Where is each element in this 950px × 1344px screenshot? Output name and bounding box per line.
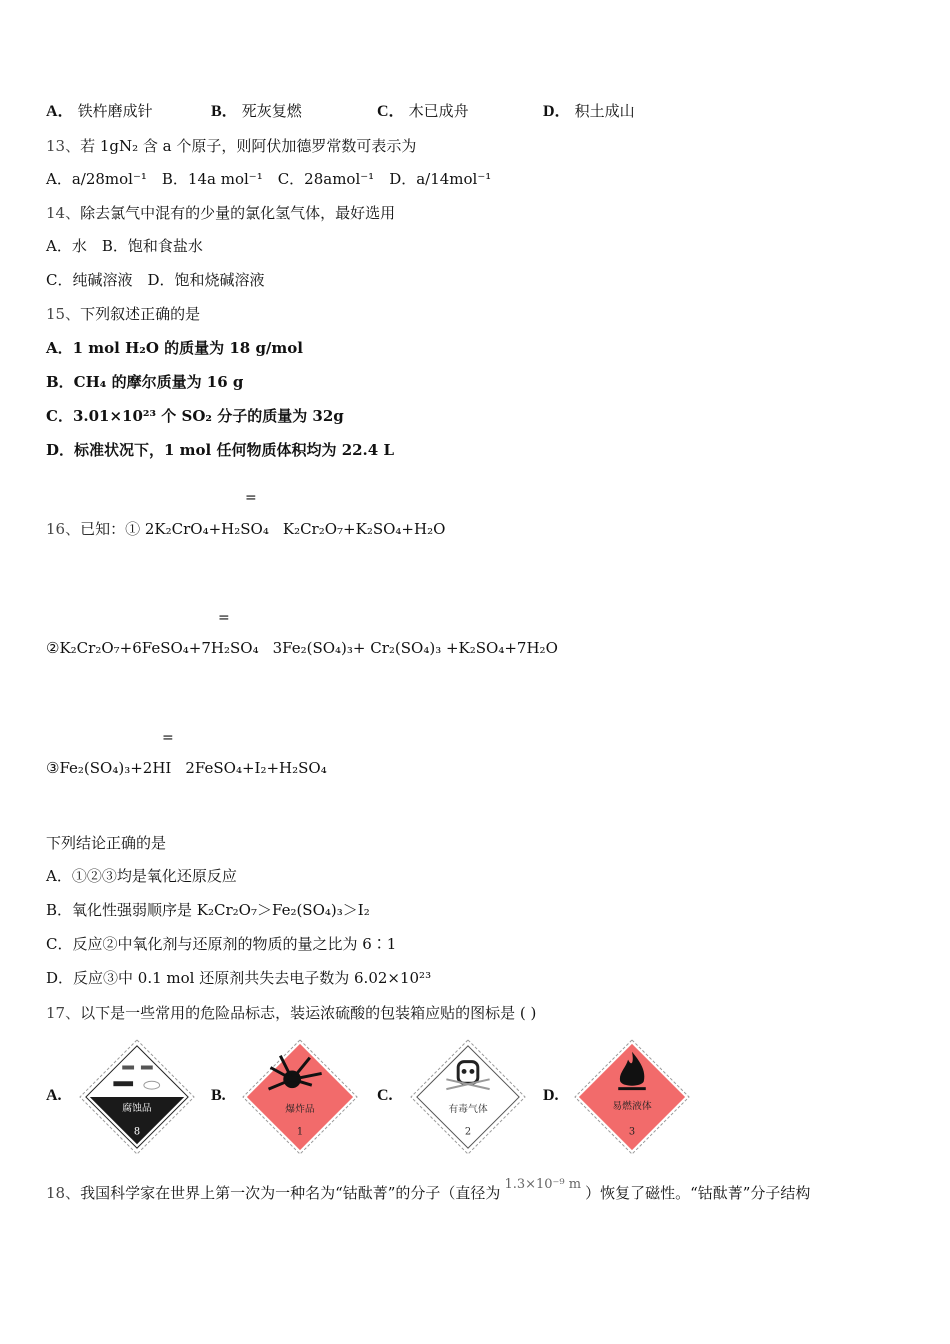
q15-option-a: A．1 mol H₂O 的质量为 18 g/mol: [46, 339, 303, 357]
sign-d-label: D.: [543, 1087, 559, 1104]
q16-option-b: B．氧化性强弱顺序是 K₂Cr₂O₇＞Fe₂(SO₄)₃＞I₂: [46, 901, 370, 919]
q18-stem: 18、我国科学家在世界上第一次为一种名为“钴酞菁”的分子（直径为 1.3×10⁻⁹ m ）恢复了磁性。“钴酞菁”分子结构: [46, 1177, 811, 1202]
q15-option-b: B．CH₄ 的摩尔质量为 16 g: [46, 373, 244, 391]
q16-reaction-1: 16、已知：① 2K₂CrO₄+H₂SO₄ K₂Cr₂O₇+K₂SO₄+H₂O: [46, 520, 446, 538]
q16-reaction-3: ③Fe₂(SO₄)₃+2HI 2FeSO₄+I₂+H₂SO₄: [46, 759, 327, 777]
q15-stem: 15、下列叙述正确的是: [46, 305, 201, 323]
q12-option-d: D． 积土成山: [543, 102, 635, 120]
q16-prompt: 下列结论正确的是: [46, 834, 167, 852]
q15-option-c: C．3.01×10²³ 个 SO₂ 分子的质量为 32g: [46, 407, 344, 425]
q13-stem: 13、若 1gN₂ 含 a 个原子，则阿伏加德罗常数可表示为: [46, 137, 417, 155]
sign-d-text: 易燃液体: [612, 1100, 652, 1112]
sign-b-number: 1: [296, 1126, 304, 1138]
q16-reaction-2: ②K₂Cr₂O₇+6FeSO₄+7H₂SO₄ 3Fe₂(SO₄)₃+ Cr₂(SO₄)₃ +K₂SO₄+7H₂O: [46, 639, 558, 657]
equals-sign-1: =: [245, 490, 257, 506]
corrosive-sign-icon: [78, 1038, 196, 1156]
q16-option-c: C．反应②中氧化剂与还原剂的物质的量之比为 6∶1: [46, 935, 397, 953]
q12-option-b: B． 死灰复燃: [211, 102, 302, 120]
q15-option-d: D．标准状况下，1 mol 任何物质体积均为 22.4 L: [46, 441, 394, 459]
q12-option-c: C． 木已成舟: [377, 102, 469, 120]
q13-options: A．a/28mol⁻¹ B．14a mol⁻¹ C．28amol⁻¹ D．a/14mol⁻¹: [46, 170, 492, 188]
q16-option-a: A．①②③均是氧化还原反应: [46, 867, 237, 885]
q17-stem: 17、以下是一些常用的危险品标志，装运浓硫酸的包装箱应贴的图标是 ( ): [46, 1004, 537, 1022]
toxic-gas-sign-icon: [409, 1038, 527, 1156]
sign-c-label: C.: [377, 1087, 393, 1104]
q14-options-row2: C．纯碱溶液 D．饱和烧碱溶液: [46, 271, 265, 289]
q12-option-a: A． 铁杵磨成针: [46, 102, 153, 120]
q16-option-d: D．反应③中 0.1 mol 还原剂共失去电子数为 6.02×10²³: [46, 969, 432, 987]
equals-sign-3: =: [162, 730, 174, 746]
explosive-sign-icon: [241, 1038, 359, 1156]
q14-stem: 14、除去氯气中混有的少量的氯化氢气体，最好选用: [46, 204, 396, 222]
sign-d-number: 3: [628, 1126, 636, 1138]
sign-b-label: B.: [211, 1087, 226, 1104]
sign-c-text: 有毒气体: [448, 1103, 488, 1115]
equals-sign-2: =: [218, 610, 230, 626]
sign-b-text: 爆炸品: [285, 1103, 315, 1115]
sign-a-label: A.: [46, 1087, 62, 1104]
q14-options-row1: A．水 B．饱和食盐水: [46, 237, 203, 255]
sign-c-number: 2: [464, 1126, 472, 1138]
sign-a-number: 8: [133, 1126, 141, 1138]
diameter-value: 1.3×10⁻⁹ m: [504, 1177, 582, 1192]
sign-a-text: 腐蚀品: [122, 1102, 152, 1114]
flammable-liquid-sign-icon: [573, 1038, 691, 1156]
